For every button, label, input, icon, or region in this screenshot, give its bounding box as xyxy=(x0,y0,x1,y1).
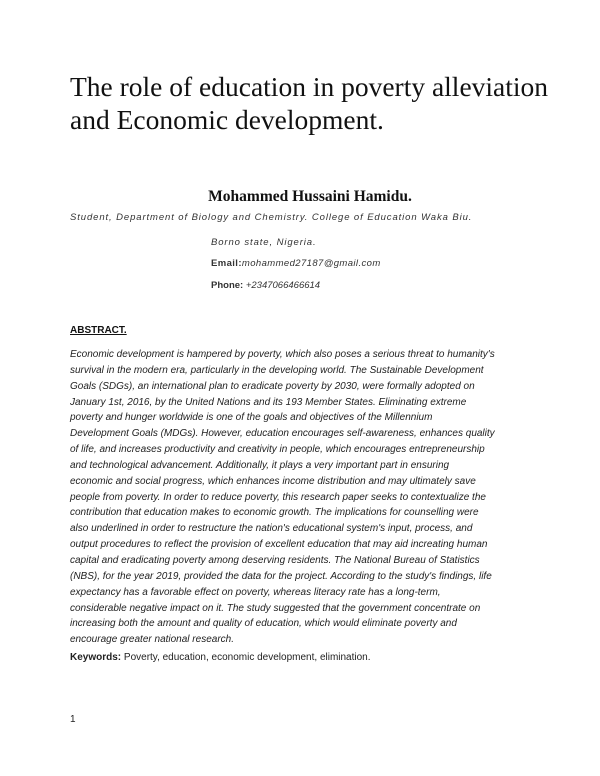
abstract-line: expectancy has a favorable effect on poverty, whereas literacy rate has a long-term, xyxy=(70,586,441,598)
abstract-line: also underlined in order to restructure the nation's educational system's input, process, and xyxy=(70,523,473,535)
abstract-line: contribution that education makes to economic growth. The implications for counselling were xyxy=(70,507,479,519)
email-label: Email: xyxy=(211,258,242,269)
keywords-line xyxy=(70,652,371,663)
phone-label: Phone: xyxy=(211,280,244,291)
page-number: 1 xyxy=(70,714,76,725)
abstract-line: Economic development is hampered by poverty, which also poses a serious threat to humanity's xyxy=(70,349,495,360)
abstract-line: poverty and hunger worldwide is one of the goals and objectives of the Millennium xyxy=(70,412,433,424)
author-location: Borno state, Nigeria. xyxy=(211,237,317,248)
abstract-heading: ABSTRACT. xyxy=(70,325,127,336)
abstract-line: considerable negative impact on it. The study suggested that the government concentrate on xyxy=(70,602,481,614)
abstract-line: economic and social progress, which enhances income distribution and may ultimately save xyxy=(70,475,476,487)
author-phone xyxy=(211,280,320,291)
abstract-line: encourage greater national research. xyxy=(70,634,234,646)
abstract-line: Development Goals (MDGs). However, education encourages self-awareness, enhances quality xyxy=(70,428,495,440)
abstract-line: people from poverty. In order to reduce poverty, this research paper seeks to contextualize the xyxy=(70,491,486,503)
paper-title: The role of education in poverty alleviation and Economic development. xyxy=(70,71,549,135)
abstract-line: survival in the modern era, particularly in the developing world. The Sustainable Development xyxy=(70,364,484,376)
abstract-line: increasing both the amount and quality of education, which would eliminate poverty and xyxy=(70,618,457,630)
abstract-line: output procedures to reflect the provision of excellent education that may aid increating human xyxy=(70,539,488,551)
author-email xyxy=(211,258,381,269)
author-affiliation: Student, Department of Biology and Chemistry. College of Education Waka Biu. xyxy=(70,212,473,223)
abstract-line: Goals (SDGs), an international plan to eradicate poverty by 2030, were formally adopted on xyxy=(70,380,475,392)
abstract-line: capital and eradicating poverty among deserving residents. The National Bureau of Statistics xyxy=(70,554,480,566)
abstract-line: January 1st, 2016, by the United Nations and its 193 Member States. Eliminating extreme xyxy=(70,396,467,408)
abstract-line: and technological advancement. Additionally, it plays a very important part in ensuring xyxy=(70,459,450,471)
phone-value: +2347066466614 xyxy=(245,280,321,291)
keywords-label: Keywords: xyxy=(70,652,122,663)
author-name: Mohammed Hussaini Hamidu. xyxy=(208,188,412,205)
email-value: mohammed27187@gmail.com xyxy=(241,258,381,269)
abstract-body xyxy=(70,347,534,648)
keywords-value: Poverty, education, economic development, elimination. xyxy=(121,652,371,663)
abstract-line: of life, and increases productivity and creativity in people, which encourages entrepreneurship xyxy=(70,444,485,456)
abstract-line: (NBS), for the year 2019, provided the data for the project. According to the study's findings, life xyxy=(70,570,492,582)
